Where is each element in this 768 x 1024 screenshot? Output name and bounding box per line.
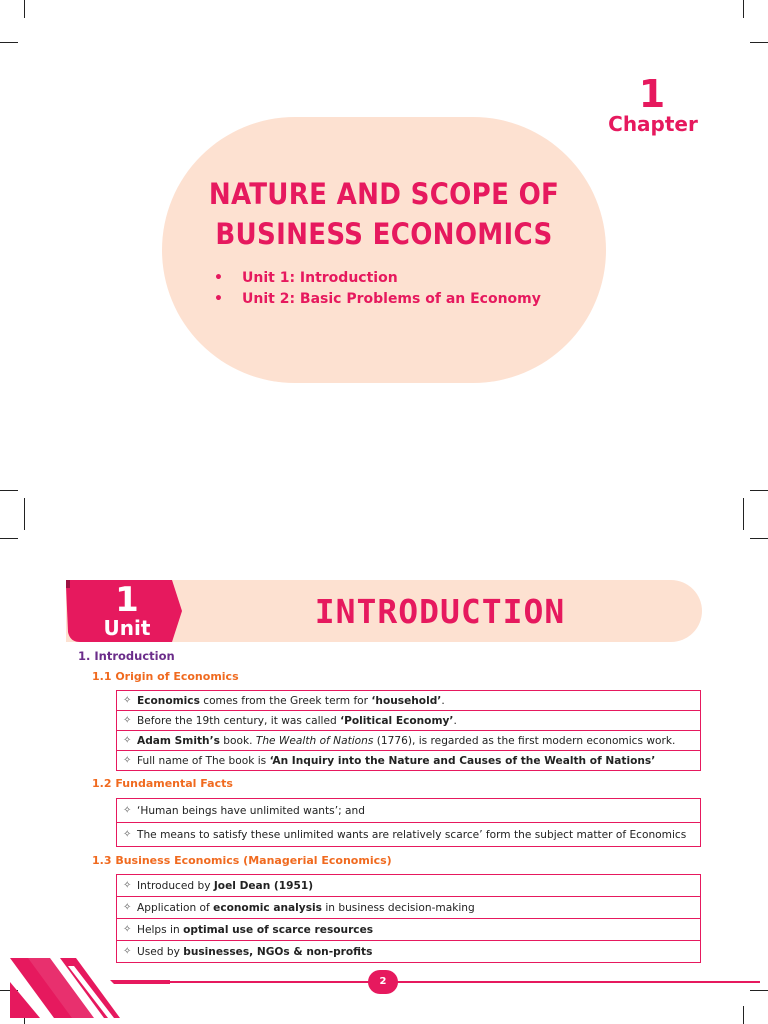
- diamond-bullet-icon: ✧: [123, 735, 132, 746]
- item-bold-text: Economics: [137, 694, 200, 707]
- crop-mark: [743, 498, 744, 530]
- list-item: [117, 799, 700, 823]
- diamond-bullet-icon: ✧: [123, 880, 132, 891]
- diamond-bullet-icon: ✧: [123, 715, 132, 726]
- chapter-units-list: [214, 268, 541, 310]
- diamond-bullet-icon: ✧: [123, 755, 132, 766]
- item-bold-text: optimal use of scarce resources: [183, 923, 374, 936]
- item-text: The means to satisfy these unlimited wants are relatively scarce’ form the subject matter of Economics: [137, 828, 687, 841]
- item-text: comes from the Greek term for: [199, 694, 372, 707]
- chapter-title-line-1: NATURE AND SCOPE OF: [208, 177, 560, 211]
- crop-mark: [750, 538, 768, 539]
- list-item: [117, 823, 700, 846]
- crop-mark: [750, 490, 768, 491]
- item-text: Used by: [137, 945, 184, 958]
- crop-mark: [24, 498, 25, 530]
- item-text: Application of: [137, 901, 214, 914]
- chapter-unit-item: • Unit 2: Basic Problems of an Economy: [214, 289, 541, 310]
- crop-mark: [0, 490, 18, 491]
- footer-line: [150, 981, 760, 983]
- item-text: (1776), is regarded as the first modern economics work.: [373, 734, 676, 747]
- unit-label: Unit: [103, 616, 151, 640]
- subsection-heading-origin: 1.1 Origin of Economics: [92, 670, 239, 683]
- diamond-bullet-icon: ✧: [123, 946, 132, 957]
- item-text: Before the 19th century, it was called: [137, 714, 341, 727]
- item-text: Helps in: [137, 923, 184, 936]
- item-bold-text: ‘An Inquiry into the Nature and Causes of the Wealth of Nations’: [269, 754, 656, 767]
- item-bold-text: economic analysis: [213, 901, 322, 914]
- chapter-label: Chapter: [608, 112, 698, 136]
- crop-mark: [743, 1006, 744, 1024]
- item-bold-text: ‘household’: [371, 694, 442, 707]
- crop-mark: [750, 42, 768, 43]
- list-item: [117, 731, 700, 751]
- list-item: [117, 919, 700, 941]
- crop-mark: [24, 0, 25, 18]
- page-number: 2: [368, 970, 398, 994]
- list-item: [117, 711, 700, 731]
- chapter-unit-item: • Unit 1: Introduction: [214, 268, 541, 289]
- item-text: Introduced by: [137, 879, 214, 892]
- list-item: [117, 751, 700, 770]
- item-text: book.: [219, 734, 256, 747]
- item-bold-text: Adam Smith’s: [137, 734, 220, 747]
- diamond-bullet-icon: ✧: [123, 805, 132, 816]
- fundamental-facts-box: [116, 798, 701, 847]
- list-item: [117, 691, 700, 711]
- diamond-bullet-icon: ✧: [123, 829, 132, 840]
- business-economics-box: [116, 874, 701, 963]
- subsection-heading-business-economics: 1.3 Business Economics (Managerial Economics): [92, 854, 392, 867]
- diamond-bullet-icon: ✧: [123, 695, 132, 706]
- footer-decoration: [10, 958, 170, 1024]
- item-bold-text: Joel Dean (1951): [213, 879, 314, 892]
- item-bold-text: ‘Political Economy’: [340, 714, 454, 727]
- subsection-heading-facts: 1.2 Fundamental Facts: [92, 777, 233, 790]
- item-text: in business decision-making: [321, 901, 475, 914]
- crop-mark: [0, 538, 18, 539]
- crop-mark: [750, 990, 768, 991]
- unit-number: 1: [115, 580, 139, 620]
- item-italic-text: The Wealth of Nations: [255, 734, 374, 747]
- diamond-bullet-icon: ✧: [123, 924, 132, 935]
- item-text: Full name of The book is: [137, 754, 270, 767]
- item-text: ‘Human beings have unlimited wants’; and: [137, 804, 365, 817]
- diamond-bullet-icon: ✧: [123, 902, 132, 913]
- chapter-number: 1: [638, 72, 666, 116]
- crop-mark: [0, 42, 18, 43]
- crop-mark: [743, 0, 744, 18]
- list-item: [117, 897, 700, 919]
- origin-facts-box: [116, 690, 701, 771]
- unit-title: INTRODUCTION: [314, 592, 566, 631]
- item-text: .: [453, 714, 457, 727]
- item-text: .: [441, 694, 445, 707]
- section-heading: 1. Introduction: [78, 649, 175, 663]
- list-item: [117, 941, 700, 962]
- list-item: [117, 875, 700, 897]
- chapter-title: [162, 174, 606, 254]
- item-bold-text: businesses, NGOs & non-profits: [183, 945, 373, 958]
- chapter-title-line-2: BUSINESS ECONOMICS: [215, 217, 553, 251]
